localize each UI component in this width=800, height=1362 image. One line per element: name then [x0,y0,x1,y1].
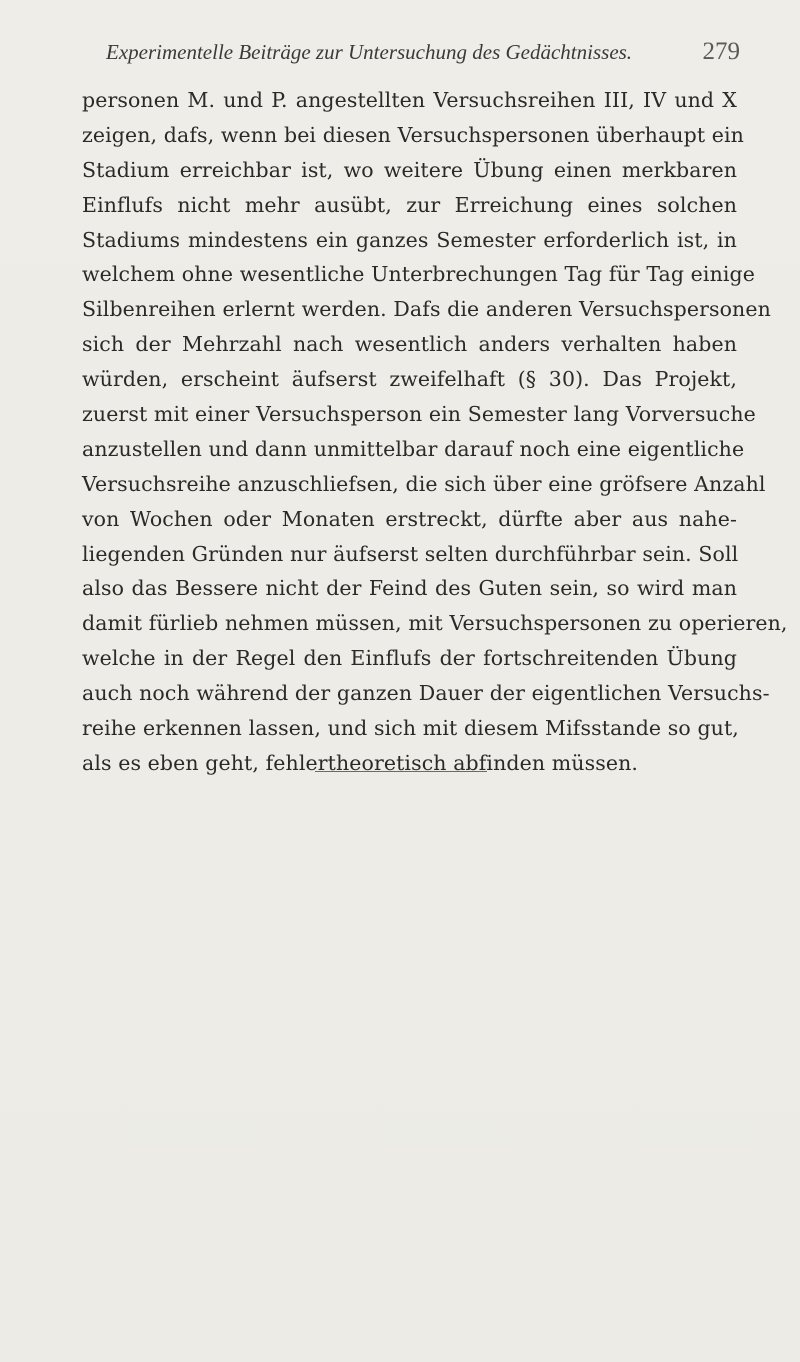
text-line: damit fürlieb nehmen müssen, mit Versuchspersonen zu operieren, [82,611,788,636]
text-line: reihe erkennen lassen, und sich mit diesem Mifsstande so gut, [82,716,739,741]
text-line: von Wochen oder Monaten erstreckt, dürfte aber aus nahe- [82,506,737,531]
section-divider-rule [315,771,487,772]
text-line: Stadium erreichbar ist, wo weitere Übung einen merkbaren [82,157,737,182]
text-line: also das Bessere nicht der Feind des Guten sein, so wird man [82,576,737,601]
running-head [80,38,740,72]
body-paragraph [82,83,788,781]
page-number: 279 [702,38,740,65]
text-line: liegenden Gründen nur äufserst selten durchführbar sein. Soll [82,541,739,566]
text-line: zuerst mit einer Versuchsperson ein Semester lang Vorversuche [82,402,756,427]
text-line: sich der Mehrzahl nach wesentlich anders verhalten haben [82,332,737,357]
text-line: Stadiums mindestens ein ganzes Semester erforderlich ist, in [82,227,737,252]
text-line: würden, erscheint äufserst zweifelhaft (§ 30). Das Projekt, [82,367,737,392]
text-line: anzustellen und dann unmittelbar darauf noch eine eigentliche [82,436,745,461]
text-line: Einflufs nicht mehr ausübt, zur Erreichung eines solchen [82,192,737,217]
text-line: Versuchsreihe anzuschliefsen, die sich über eine gröfsere Anzahl [82,471,766,496]
text-line: personen M. und P. angestellten Versuchsreihen III, IV und X [82,88,737,112]
text-line: Silbenreihen erlernt werden. Dafs die anderen Versuchspersonen [82,297,771,322]
text-line: zeigen, dafs, wenn bei diesen Versuchspersonen überhaupt ein [82,122,744,147]
text-line: welchem ohne wesentliche Unterbrechungen Tag für Tag einige [82,262,755,287]
text-line: auch noch während der ganzen Dauer der eigentlichen Versuchs- [82,681,770,706]
text-line: welche in der Regel den Einflufs der fortschreitenden Übung [82,646,737,671]
text-line: als es eben geht, fehlertheoretisch abfinden müssen. [82,750,638,775]
running-title: Experimentelle Beiträge zur Untersuchung des Gedächtnisses. [106,40,633,64]
